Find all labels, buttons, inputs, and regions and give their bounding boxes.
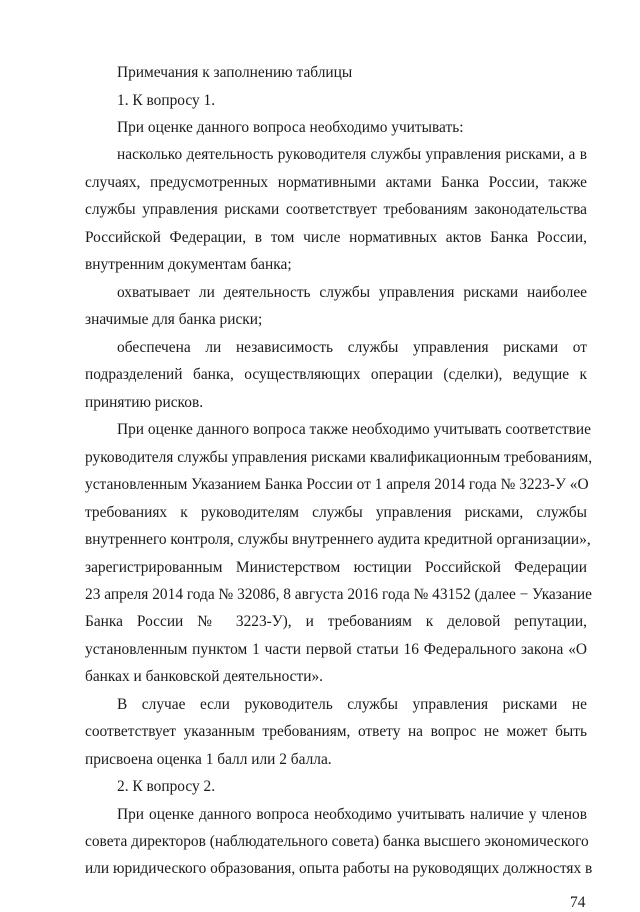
section-1-title: 1. К вопросу 1. bbox=[117, 92, 216, 109]
section-2-title: 2. К вопросу 2. bbox=[117, 778, 216, 795]
paragraph-line: Российской Федерации, в том числе нормативных актов Банка России, bbox=[85, 229, 587, 246]
paragraph-line: внутренним документам банка; bbox=[85, 256, 292, 273]
paragraph-line: установленным пунктом 1 части первой статьи 16 Федерального закона «О bbox=[85, 641, 587, 658]
paragraph-line: охватывает ли деятельность службы управления рисками наиболее bbox=[117, 284, 587, 301]
paragraph-line: или юридического образования, опыта работы на руководящих должностях в bbox=[85, 860, 593, 877]
notes-heading: Примечания к заполнению таблицы bbox=[117, 64, 353, 81]
paragraph-line: зарегистрированным Министерством юстиции Российской Федерации bbox=[85, 559, 587, 576]
paragraph-line: руководителя службы управления рисками квалификационным требованиям, bbox=[85, 449, 593, 466]
paragraph-line: службы управления рисками соответствует требованиям законодательства bbox=[85, 201, 587, 218]
paragraph-line: значимые для банка риски; bbox=[85, 311, 263, 328]
paragraph-line: насколько деятельность руководителя службы управления рисками, а в bbox=[117, 146, 587, 163]
paragraph-line: банках и банковской деятельности». bbox=[85, 668, 324, 685]
paragraph-line: внутреннего контроля, службы внутреннего аудита кредитной организации», bbox=[85, 531, 591, 548]
paragraph-line: В случае если руководитель службы управления рисками не bbox=[117, 696, 587, 713]
paragraph-line: При оценке данного вопроса необходимо учитывать: bbox=[117, 119, 464, 136]
page-number: 74 bbox=[570, 894, 586, 911]
paragraph-line: соответствует указанным требованиям, ответу на вопрос не может быть bbox=[85, 723, 587, 740]
paragraph-line: подразделений банка, осуществляющих операции (сделки), ведущие к bbox=[85, 366, 587, 383]
paragraph-line: Банка России № 3223-У), и требованиям к деловой репутации, bbox=[85, 613, 587, 630]
paragraph-line: установленным Указанием Банка России от 1 апреля 2014 года № 3223-У «О bbox=[85, 476, 589, 493]
paragraph-line: совета директоров (наблюдательного совета) банка высшего экономического bbox=[85, 833, 589, 850]
paragraph-line: принятию рисков. bbox=[85, 394, 204, 411]
paragraph-line: 23 апреля 2014 года № 32086, 8 августа 2016 года № 43152 (далее − Указание bbox=[85, 586, 592, 603]
paragraph-line: обеспечена ли независимость службы управления рисками от bbox=[117, 339, 587, 356]
paragraph-line: требованиях к руководителям службы управления рисками, службы bbox=[85, 504, 587, 521]
paragraph-line: При оценке данного вопроса также необходимо учитывать соответствие bbox=[117, 421, 591, 438]
paragraph-line: При оценке данного вопроса необходимо учитывать наличие у членов bbox=[117, 806, 587, 823]
paragraph-line: присвоена оценка 1 балл или 2 балла. bbox=[85, 751, 332, 768]
paragraph-line: случаях, предусмотренных нормативными актами Банка России, также bbox=[85, 174, 587, 191]
